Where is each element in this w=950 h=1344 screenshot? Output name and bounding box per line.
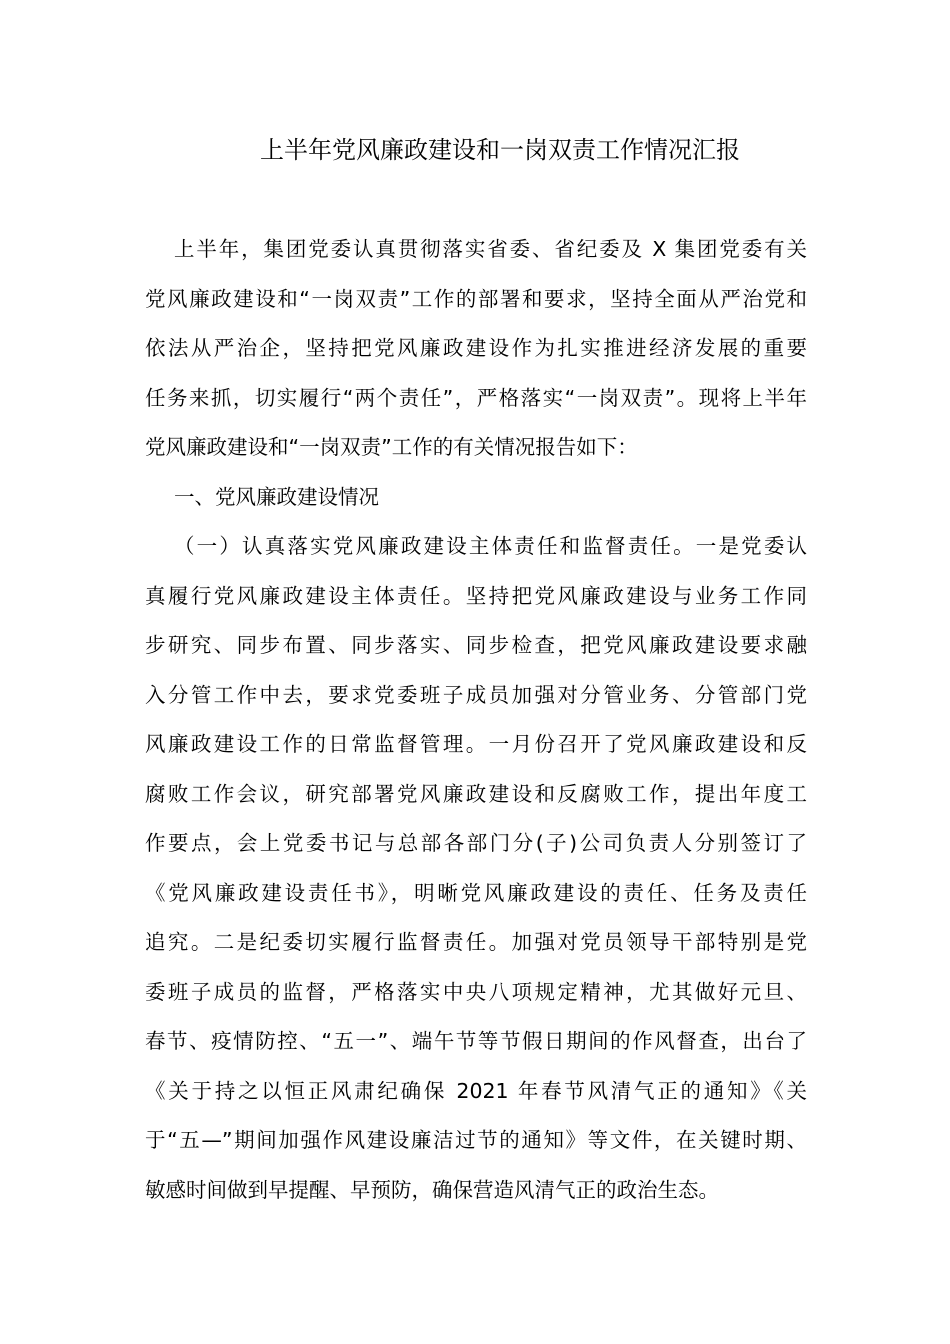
paragraph-line: 《关于持之以恒正风肃纪确保 2021 年春节风清气正的通知》《关 <box>145 1078 807 1103</box>
paragraph-line: 党风廉政建设和“一岗双责”工作的有关情况报告如下： <box>145 435 638 459</box>
paragraph-line: 腐败工作会议，研究部署党风廉政建设和反腐败工作，提出年度工 <box>145 781 807 806</box>
section-heading: 一、党风廉政建设情况 <box>174 484 379 509</box>
paragraph-line: 春节、疫情防控、“五一”、端午节等节假日期间的作风督查，出台了 <box>145 1029 807 1053</box>
paragraph-line: 作要点，会上党委书记与总部各部门分(子)公司负责人分别签订了 <box>145 831 807 855</box>
paragraph-line: 步研究、同步布置、同步落实、同步检查，把党风廉政建设要求融 <box>145 633 807 657</box>
paragraph-line: 敏感时间做到早提醒、早预防，确保营造风清气正的政治生态。 <box>145 1177 719 1202</box>
paragraph-line: 依法从严治企，坚持把党风廉政建设作为扎实推进经济发展的重要 <box>145 336 807 360</box>
paragraph-line: 风廉政建设工作的日常监督管理。一月份召开了党风廉政建设和反 <box>145 732 807 756</box>
document-title: 上半年党风廉政建设和一岗双责工作情况汇报 <box>260 136 740 164</box>
paragraph-line: 委班子成员的监督，严格落实中央八项规定精神，尤其做好元旦、 <box>145 979 807 1004</box>
paragraph-line: 《党风廉政建设责任书》，明晰党风廉政建设的责任、任务及责任 <box>145 880 807 905</box>
paragraph-line: （一）认真落实党风廉政建设主体责任和监督责任。一是党委认 <box>174 534 807 558</box>
paragraph-line: 党风廉政建设和“一岗双责”工作的部署和要求，坚持全面从严治党和 <box>145 286 807 311</box>
paragraph-line: 入分管工作中去，要求党委班子成员加强对分管业务、分管部门党 <box>145 682 807 707</box>
document-body <box>145 225 807 1215</box>
paragraph-line: 上半年，集团党委认真贯彻落实省委、省纪委及 X 集团党委有关 <box>174 237 807 261</box>
paragraph-line: 追究。二是纪委切实履行监督责任。加强对党员领导干部特别是党 <box>145 930 807 954</box>
paragraph-line: 任务来抓，切实履行“两个责任”，严格落实“一岗双责”。现将上半年 <box>145 385 807 410</box>
paragraph-line: 于“五—”期间加强作风建设廉洁过节的通知》等文件，在关键时期、 <box>145 1128 807 1152</box>
paragraph-line: 真履行党风廉政建设主体责任。坚持把党风廉政建设与业务工作同 <box>145 583 807 608</box>
